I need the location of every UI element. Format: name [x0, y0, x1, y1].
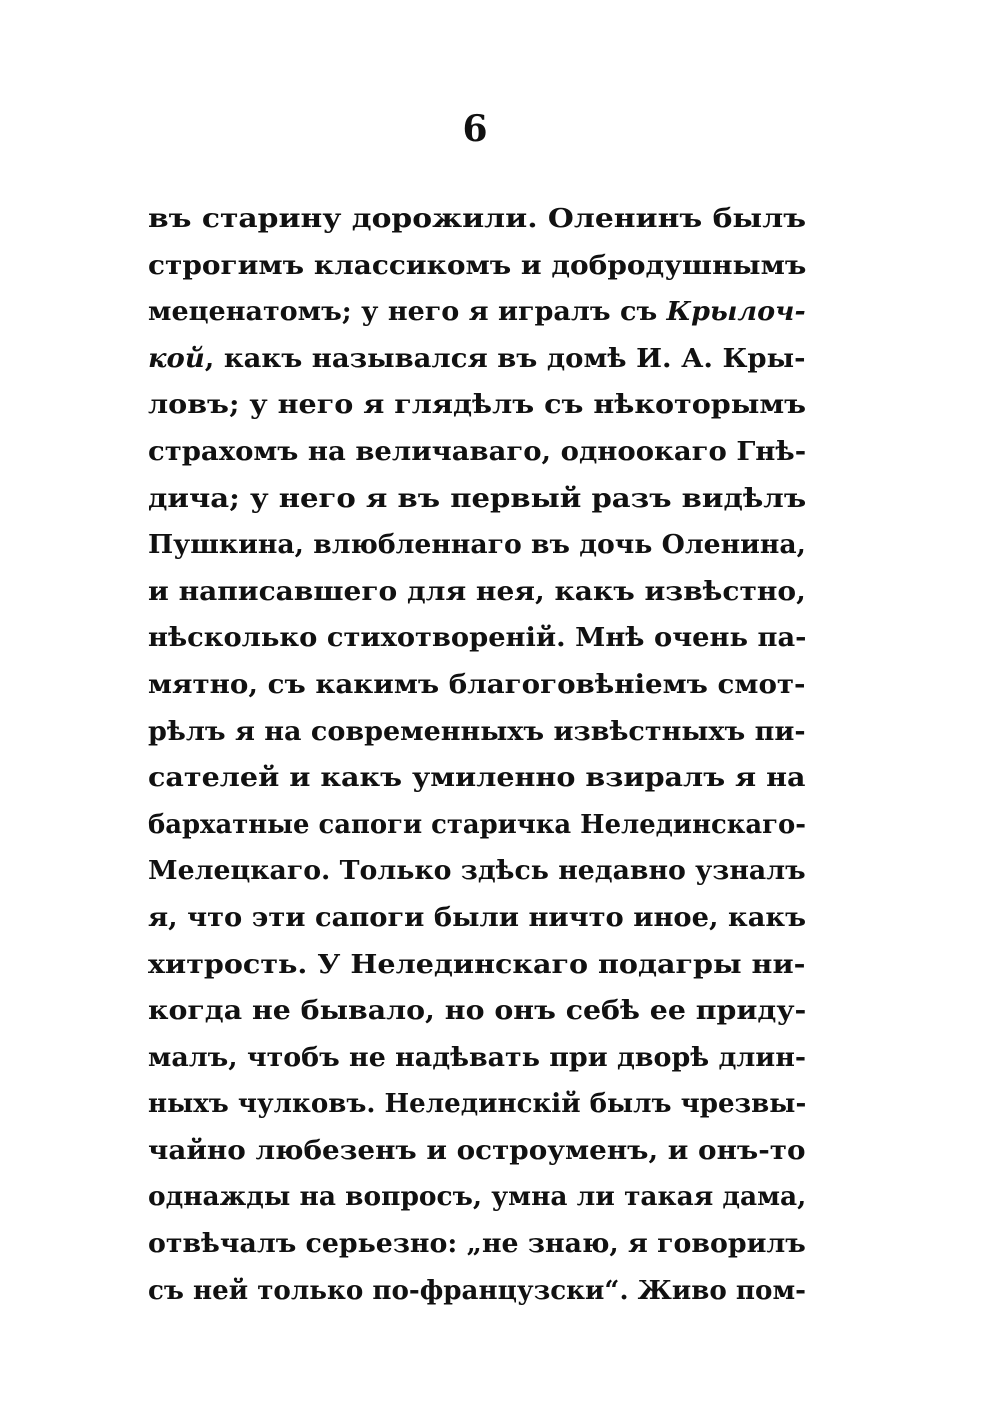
text-line: нѣсколько стихотвореній. Мнѣ очень па- [148, 623, 807, 654]
text-line: Мелецкаго. Только здѣсь недавно узналъ [148, 856, 806, 887]
text-line: ныхъ чулковъ. Нелединскій былъ чрезвы- [148, 1089, 807, 1120]
text-line: меценатомъ; у него я игралъ съ Крылоч- [148, 297, 806, 328]
text-line: дича; у него я въ первый разъ видѣлъ [148, 483, 807, 514]
text-line: ловъ; у него я глядѣлъ съ нѣкоторымъ [148, 390, 807, 421]
text-line: однажды на вопросъ, умна ли такая дама, [148, 1182, 807, 1213]
body-text [148, 196, 806, 1314]
text-line: и написавшего для нея, какъ извѣстно, [148, 576, 806, 607]
text-line: бархатные сапоги старичка Нелединскаго- [148, 809, 806, 840]
text-line: въ старину дорожили. Оленинъ былъ [148, 204, 807, 234]
page-number: 6 [462, 108, 488, 150]
text-line: страхомъ на величаваго, одноокаго Гнѣ- [148, 436, 807, 467]
text-line: кой, какъ назывался въ домѣ И. А. Кры- [148, 343, 806, 374]
text-line: хитрость. У Нелединскаго подагры ни- [148, 949, 806, 980]
italic-word: кой [148, 343, 205, 374]
text-line: я, что эти сапоги были ничто иное, какъ [148, 902, 807, 933]
italic-word: Крылоч- [666, 297, 806, 328]
text-line: Пушкина, влюбленнаго въ дочь Оленина, [148, 530, 806, 561]
text-line: мятно, съ какимъ благоговѣніемъ смот- [148, 669, 806, 700]
text-line: чайно любезенъ и остроуменъ, и онъ-то [148, 1135, 806, 1166]
text-line: когда не бывало, но онъ себѣ ее приду- [148, 996, 807, 1027]
text-line: съ ней только по-французски“. Живо пом- [148, 1275, 807, 1306]
text-line: сателей и какъ умиленно взиралъ я на [148, 763, 806, 794]
text-line: отвѣчалъ серьезно: „не знаю, я говорилъ [148, 1229, 806, 1260]
text-line: строгимъ классикомъ и добродушнымъ [148, 250, 807, 281]
text-line: рѣлъ я на современныхъ извѣстныхъ пи- [148, 716, 806, 747]
text-line: малъ, чтобъ не надѣвать при дворѣ длин- [148, 1042, 807, 1073]
